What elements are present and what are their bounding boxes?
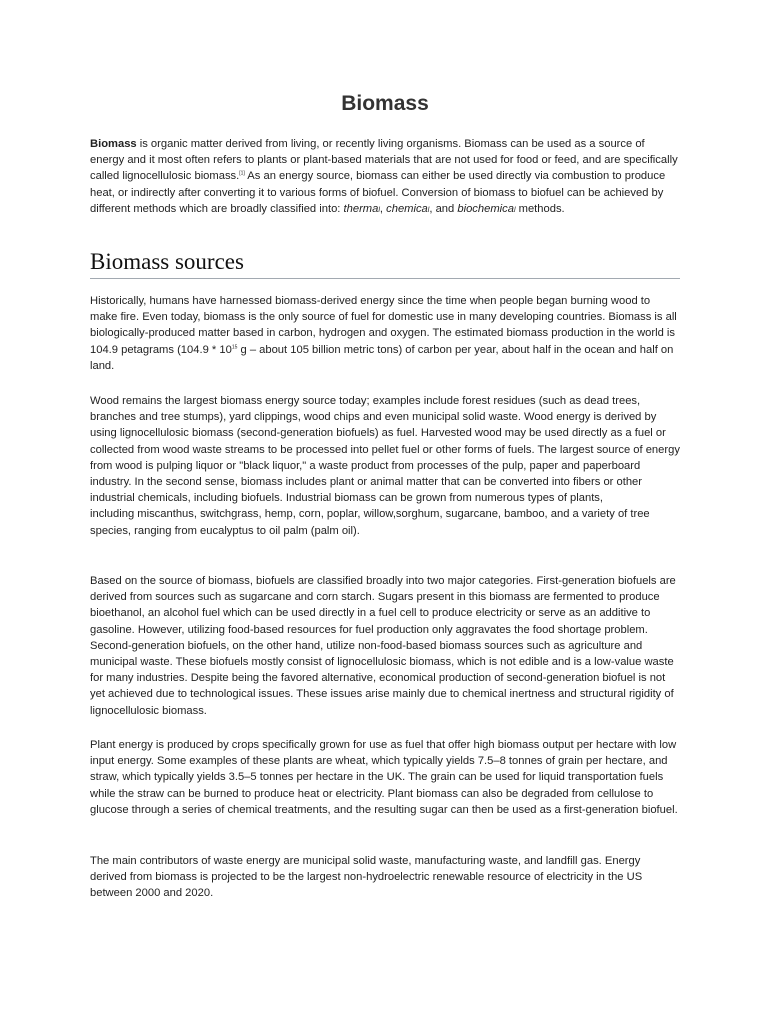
method-chemical[interactable]: chemical bbox=[386, 202, 430, 215]
intro-text-2: As an energy source, biomass can either be used directly via combustion to produce heat, or indirectly after converting it to various forms of biofuel. Conversion of biomass to biofuel can be achieved by different methods which are broadly classified into: bbox=[90, 170, 666, 215]
sources-paragraph-2: Wood remains the largest biomass energy source today; examples include forest residues (such as dead trees, branches and tree stumps), yard clippings, wood chips and even municipal solid waste. Wood energy is derived by using lignocellulosic biomass (second-generation biofuels) as fuel. Harvested wood may be used directly as a fuel or collected from wood waste streams to be processed into pellet fuel or other forms of fuels. The largest source of energy from wood is pulping liquor or "black liquor," a waste product from processes of the pulp, paper and paperboard industry. In the second sense, biomass includes plant or animal matter that can be converted into fibers or other industrial chemicals, including biofuels. Industrial biomass can be grown from numerous types of plants, including miscanthus, switchgrass, hemp, corn, poplar, willow,sorghum, sugarcane, bamboo, and a variety of tree species, ranging from eucalyptus to oil palm (palm oil). bbox=[90, 395, 680, 537]
citation-ref-1[interactable]: [1] bbox=[239, 170, 245, 177]
intro-text-1: is organic matter derived from living, or recently living organisms. Biomass can be used as a source of energy and it most often refers to plants or plant-based materials that are not used for food or feed, and are specifically called lignocellulosic biomass. bbox=[90, 138, 678, 183]
sources-paragraph-3: Based on the source of biomass, biofuels are classified broadly into two major categories. First-generation biofuels are derived from sources such as sugarcane and corn starch. Sugars present in this biomass are fermented to produce bioethanol, an alcohol fuel which can be used directly in a fuel cell to produce electricity or serve as an additive to gasoline. However, utilizing food-based resources for fuel production only aggravates the food shortage problem. Second-generation biofuels, on the other hand, utilize non-food-based biomass sources such as agriculture and municipal waste. These biofuels mostly consist of lignocellulosic biomass, which is not edible and is a low-value waste for many industries. Despite being the favored alternative, economical production of second-generation biofuel is not yet achieved due to technological issues. These issues arise mainly due to chemical inertness and structural rigidity of lignocellulosic biomass. bbox=[90, 575, 676, 717]
intro-bold-term: Biomass bbox=[90, 138, 137, 150]
method-thermal[interactable]: thermal bbox=[343, 202, 380, 215]
sources-paragraph-5: The main contributors of waste energy are municipal solid waste, manufacturing waste, and landfill gas. Energy derived from biomass is projected to be the largest non-hydroelectric renewable resource of electricity in the US between 2000 and 2020. bbox=[90, 855, 643, 900]
intro-paragraph: Biomass is organic matter derived from living, or recently living organisms. Biomass can be used as a source of energy and it most often refers to plants or plant-based materials that are not used for food or feed, and are specifically called lignocellulosic biomass.[1] As an energy source, biomass can either be used directly via combustion to produce heat, or indirectly after converting it to various forms of biofuel. Conversion of biomass to biofuel can be achieved by different methods which are broadly classified into: thermal, chemical, and biochemical methods. bbox=[90, 138, 678, 215]
section-heading-biomass-sources: Biomass sources bbox=[90, 249, 680, 279]
intro-text-3: methods. bbox=[515, 202, 565, 215]
exponent: 15 bbox=[231, 343, 238, 350]
sources-paragraph-4: Plant energy is produced by crops specifically grown for use as fuel that offer high biomass output per hectare with low input energy. Some examples of these plants are wheat, which typically yields 7.5–8 tonnes of grain per hectare, and straw, which typically yields 3.5–5 tonnes per hectare in the UK. The grain can be used for liquid transportation fuels while the straw can be burned to produce heat or electricity. Plant biomass can also be degraded from cellulose to glucose through a series of chemical treatments, and the resulting sugar can then be used as a first-generation biofuel. bbox=[90, 739, 678, 816]
page-title: Biomass bbox=[341, 92, 429, 115]
method-biochemical[interactable]: biochemical bbox=[457, 202, 516, 215]
sources-paragraph-1: Historically, humans have harnessed biomass-derived energy since the time when people began burning wood to make fire. Even today, biomass is the only source of fuel for domestic use in many developing countries. Biomass is all biologically-produced matter based in carbon, hydrogen and oxygen. The estimated biomass production in the world is 104.9 petagrams ($104.9 * 10^{15}$ g – about 105 billion metric tons) of carbon per year, about half in the ocean and half on land. bbox=[90, 295, 677, 372]
